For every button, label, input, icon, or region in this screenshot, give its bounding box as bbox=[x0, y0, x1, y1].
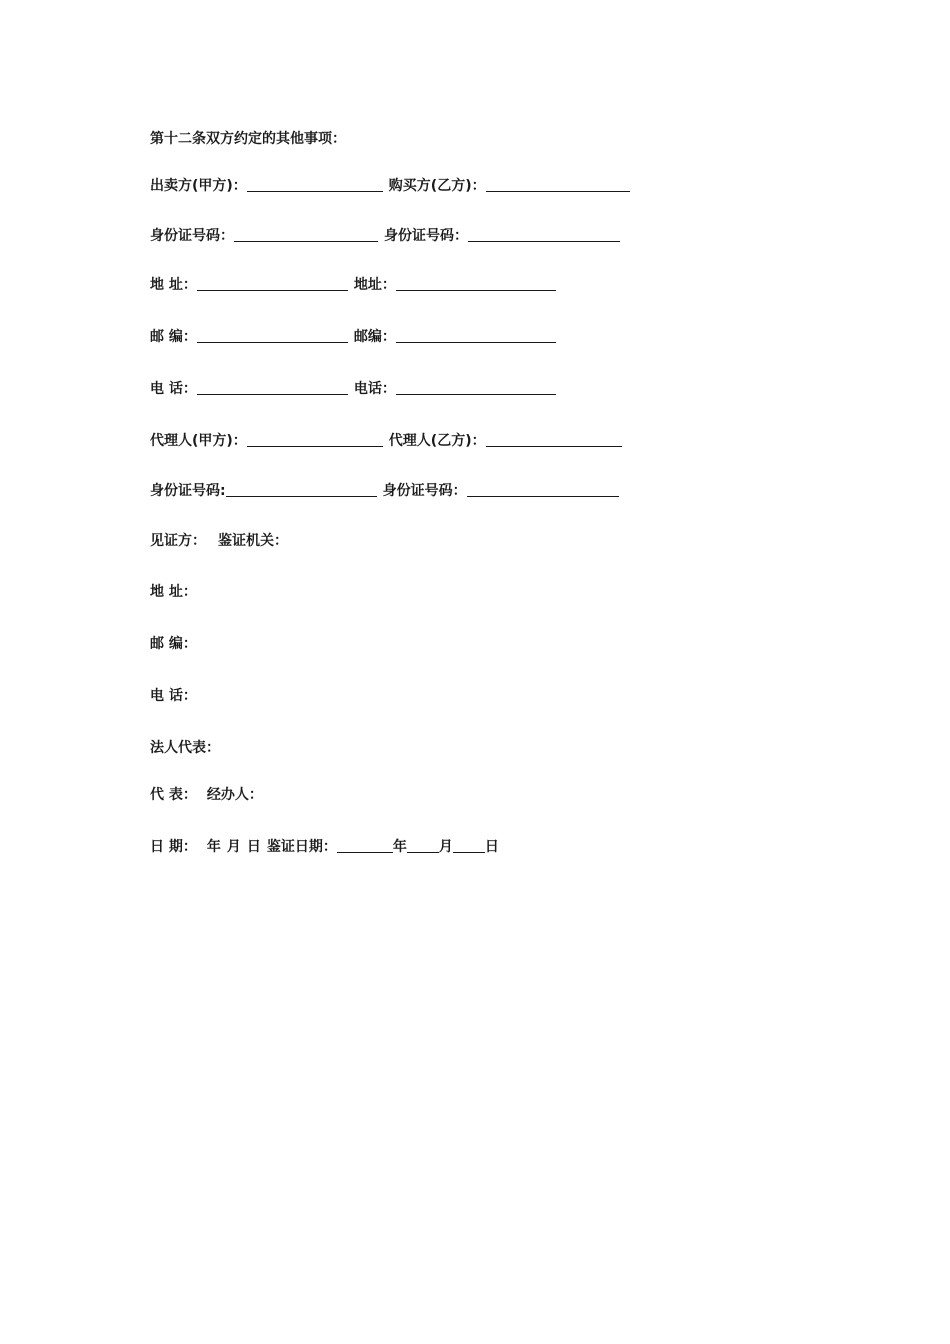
date-day: 日 bbox=[246, 839, 261, 855]
agent-row bbox=[150, 428, 622, 450]
buyer-zip-blank[interactable] bbox=[396, 328, 556, 343]
seller-agent-blank[interactable] bbox=[247, 432, 383, 447]
zip-row bbox=[150, 324, 556, 346]
verify-year-blank[interactable] bbox=[337, 838, 393, 853]
date-label: 日 期： bbox=[150, 839, 197, 855]
seller-agent-id-label: 身份证号码: bbox=[150, 483, 226, 499]
seller-label: 出卖方(甲方)： bbox=[150, 178, 247, 194]
legal-rep-label: 法人代表： bbox=[150, 740, 220, 756]
buyer-zip-label: 邮编： bbox=[353, 329, 396, 345]
id-row-1 bbox=[150, 223, 620, 245]
notary-label: 鉴证机关： bbox=[218, 533, 288, 549]
seller-blank[interactable] bbox=[247, 177, 383, 192]
date-year: 年 bbox=[206, 839, 221, 855]
buyer-id-label: 身份证号码： bbox=[384, 228, 468, 244]
seller-address-blank[interactable] bbox=[197, 276, 348, 291]
seller-phone-blank[interactable] bbox=[197, 380, 348, 395]
date-month: 月 bbox=[226, 839, 241, 855]
verify-month-blank[interactable] bbox=[407, 838, 439, 853]
seller-agent-id-blank[interactable] bbox=[226, 482, 377, 497]
verify-month: 月 bbox=[438, 839, 453, 855]
section-heading: 第十二条双方约定的其他事项： bbox=[150, 131, 346, 147]
witness-zip-row bbox=[150, 631, 197, 653]
handler-label: 经办人： bbox=[206, 787, 263, 803]
witness-address-label: 地 址： bbox=[150, 584, 197, 600]
witness-phone-row bbox=[150, 683, 197, 705]
verify-day: 日 bbox=[484, 839, 499, 855]
seller-address-label: 地 址： bbox=[150, 277, 197, 293]
legal-rep-row bbox=[150, 735, 220, 757]
buyer-agent-label: 代理人(乙方)： bbox=[388, 433, 486, 449]
buyer-agent-id-blank[interactable] bbox=[467, 482, 619, 497]
date-row bbox=[150, 834, 499, 856]
phone-row bbox=[150, 376, 556, 398]
verify-year: 年 bbox=[392, 839, 407, 855]
id-row-2 bbox=[150, 478, 619, 500]
verify-date-label: 鉴证日期： bbox=[266, 839, 337, 855]
buyer-label: 购买方(乙方)： bbox=[388, 178, 486, 194]
buyer-address-label: 地址： bbox=[353, 277, 396, 293]
party-row bbox=[150, 173, 630, 195]
buyer-id-blank[interactable] bbox=[468, 227, 620, 242]
buyer-address-blank[interactable] bbox=[396, 276, 556, 291]
buyer-phone-blank[interactable] bbox=[396, 380, 556, 395]
seller-id-label: 身份证号码： bbox=[150, 228, 234, 244]
representative-row bbox=[150, 782, 263, 804]
seller-zip-label: 邮 编： bbox=[150, 329, 197, 345]
seller-agent-label: 代理人(甲方)： bbox=[150, 433, 247, 449]
seller-id-blank[interactable] bbox=[234, 227, 378, 242]
witness-zip-label: 邮 编： bbox=[150, 636, 197, 652]
buyer-agent-blank[interactable] bbox=[486, 432, 622, 447]
buyer-agent-id-label: 身份证号码： bbox=[382, 483, 467, 499]
verify-day-blank[interactable] bbox=[453, 838, 485, 853]
address-row bbox=[150, 272, 556, 294]
witness-row bbox=[150, 528, 288, 550]
representative-label: 代 表： bbox=[150, 787, 197, 803]
witness-phone-label: 电 话： bbox=[150, 688, 197, 704]
heading-row bbox=[150, 126, 346, 148]
witness-address-row bbox=[150, 579, 197, 601]
witness-label: 见证方： bbox=[150, 533, 206, 549]
seller-phone-label: 电 话： bbox=[150, 381, 197, 397]
buyer-phone-label: 电话： bbox=[353, 381, 396, 397]
buyer-blank[interactable] bbox=[486, 177, 630, 192]
seller-zip-blank[interactable] bbox=[197, 328, 348, 343]
